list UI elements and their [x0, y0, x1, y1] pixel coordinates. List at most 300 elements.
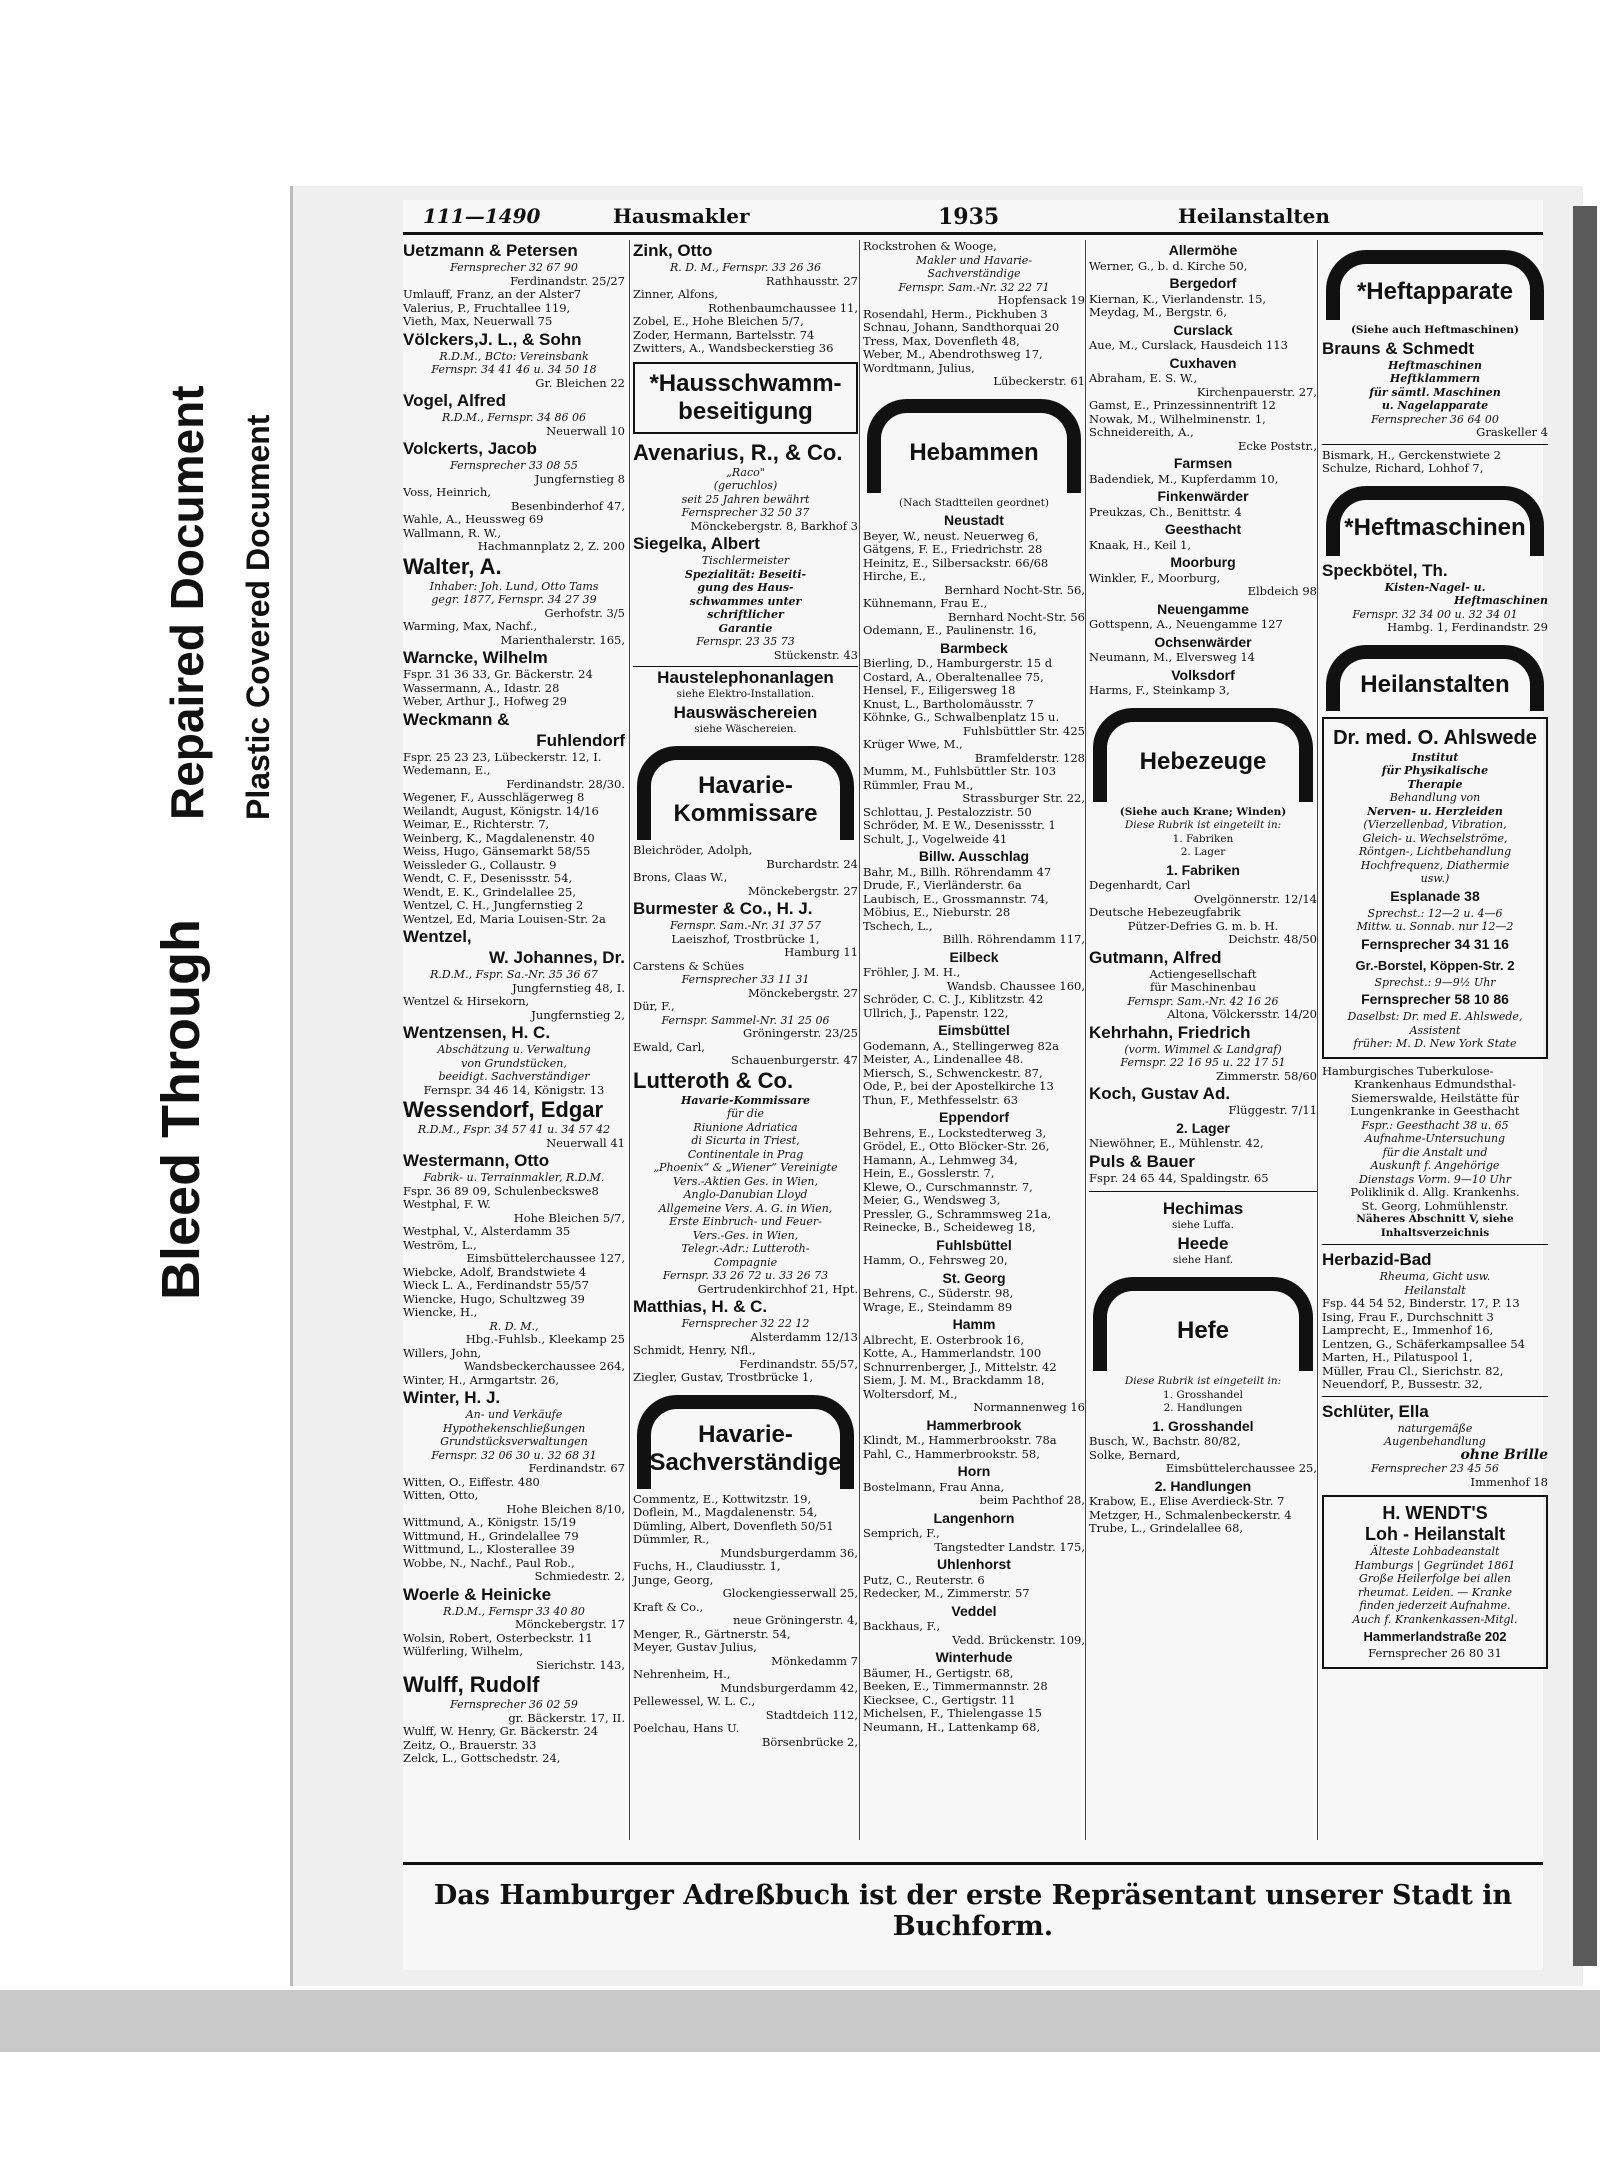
list-item: Vedd. Brückenstr. 109, — [952, 1632, 1085, 1647]
list-item: Stadtdeich 112, — [765, 1707, 858, 1722]
list-item: Winter, H., Armgartstr. 26, — [403, 1372, 560, 1387]
section-title: Hauswäschereien — [673, 702, 818, 722]
list-item: Mundsburgerdamm 36, — [720, 1545, 858, 1560]
list-item: Vieth, Max, Neuerwall 75 — [403, 314, 553, 328]
list-item: Miersch, S., Schwenckestr. 87, — [863, 1065, 1043, 1080]
entry-line: Hambg. 1, Ferdinandstr. 29 — [1387, 620, 1548, 634]
list-item: Gätgens, F. E., Friedrichstr. 28 — [863, 542, 1043, 556]
entry-line: Immenhof 18 — [1470, 1474, 1548, 1489]
district-heading: Hamm — [952, 1316, 996, 1332]
list-item: Winkler, F., Moorburg, — [1089, 570, 1221, 585]
category-title: Heilanstalten — [1360, 670, 1510, 698]
list-item: Elbdeich 98 — [1247, 584, 1317, 598]
entry-line: gr. Bäckerstr. 17, II. — [508, 1710, 625, 1725]
entry-name: Avenarius, R., & Co. — [633, 439, 843, 465]
list-item: Glockengiesserwall 25, — [722, 1586, 858, 1600]
entry-line: Mönckebergstr. 27 — [747, 985, 858, 1000]
category-title: Hebezeuge — [1139, 747, 1267, 775]
entry-line: Anglo-Danubian Lloyd — [683, 1188, 808, 1201]
entry-line: Fspr. 31 36 33, Gr. Bäckerstr. 24 — [403, 667, 593, 681]
header-right-title: Heilanstalten — [1178, 204, 1330, 228]
list-item: Badendiek, M., Kupferdamm 10, — [1089, 471, 1279, 486]
entry-line: R.D.M., Fspr. 34 57 41 u. 34 57 42 — [417, 1123, 611, 1136]
ad-title: Dr. med. O. Ahlswede — [1333, 726, 1537, 749]
entry-name: Schlüter, Ella — [1322, 1401, 1429, 1421]
list-item: Rümmler, Frau M., — [863, 777, 974, 792]
list-item: Kühnemann, Frau E., — [863, 596, 988, 610]
list-item: Marienthalerstr. 165, — [500, 632, 625, 647]
list-item: Knust, L., Bartholomäusstr. 7 — [863, 696, 1034, 711]
entry-line: An- und Verkäufe — [465, 1408, 563, 1421]
list-item: Billh. Röhrendamm 117, — [942, 932, 1085, 946]
list-item: Meyer, Gustav Julius, — [633, 1640, 757, 1654]
column-2 — [629, 240, 858, 1840]
subsection-heading: 1. Fabriken — [1166, 861, 1240, 878]
district-heading: Billw. Ausschlag — [918, 848, 1030, 864]
list-item: Weissleder G., Collaustr. 9 — [403, 857, 557, 872]
list-item: Schult, J., Vogelweide 41 — [863, 831, 1008, 846]
category-subsection: 2. Lager — [1180, 846, 1226, 858]
district-heading: Eppendorf — [939, 1109, 1009, 1125]
category-title: Havarie-Sachverständige — [649, 1420, 842, 1476]
entry-line: Augenbehandlung — [1384, 1435, 1486, 1448]
entry-line: für Maschinenbau — [1149, 980, 1257, 994]
list-item: Eimsbüttelerchaussee 25, — [1165, 1461, 1317, 1475]
column-4 — [1085, 240, 1317, 1840]
list-item: Aue, M., Curslack, Hausdeich 113 — [1089, 338, 1288, 352]
entry-line: beeidigt. Sachverständiger — [438, 1070, 590, 1083]
entry-line: seit 25 Jahren bewährt — [681, 492, 810, 506]
category-arch — [1326, 486, 1544, 556]
list-item: Brons, Claas W., — [633, 870, 728, 884]
advertisement-box — [1322, 1495, 1548, 1669]
entry-line: Makler und Havarie- — [916, 253, 1032, 267]
list-item: Hamm, O., Fehrsweg 20, — [863, 1253, 1008, 1267]
entry-line: Poliklinik d. Allg. Krankenhs. — [1350, 1185, 1520, 1199]
entry-name: W. Johannes, Dr. — [488, 948, 625, 967]
ad-title: Loh - Heilanstalt — [1364, 1524, 1505, 1544]
district-heading: Uhlenhorst — [937, 1556, 1011, 1572]
list-item: Ewald, Carl, — [633, 1039, 705, 1054]
column-1 — [403, 240, 625, 1840]
entry-line: Fernsprecher 23 45 56 — [1371, 1462, 1499, 1475]
entry-line: Fernsprecher 33 08 55 — [450, 459, 578, 472]
ad-line: Hochfrequenz, Diathermie — [1360, 858, 1510, 872]
section-ref: siehe Luffa. — [1171, 1219, 1235, 1231]
list-item: Bernhard Nocht-Str. 56 — [948, 609, 1085, 624]
list-item: Mundsburgerdamm 42, — [720, 1680, 858, 1695]
category-note: (Siehe auch Heftmaschinen) — [1350, 324, 1520, 336]
bleed-through-label: Bleed Through — [151, 919, 211, 1300]
list-item: Zeitz, O., Brauerstr. 33 — [403, 1737, 537, 1752]
category-note: Diese Rubrik ist eingeteilt in: — [1124, 819, 1282, 831]
entry-line: Heftmaschinen — [1387, 358, 1483, 372]
list-item: Gottspenn, A., Neuengamme 127 — [1089, 617, 1283, 631]
footer-rule — [403, 1862, 1543, 1865]
entry-name: Woerle & Heinicke — [403, 1584, 552, 1604]
entry-line: Fspr. 25 23 23, Lübeckerstr. 12, I. — [403, 749, 602, 764]
entry-name: Volckerts, Jacob — [403, 439, 537, 458]
entry-line: Aufnahme-Untersuchung — [1364, 1132, 1506, 1145]
list-item: beim Pachthof 28, — [979, 1493, 1085, 1507]
entry-name: Westermann, Otto — [403, 1151, 550, 1170]
section-title: Hechimas — [1162, 1199, 1244, 1218]
list-item: Bleichröder, Adolph, — [633, 843, 753, 857]
list-item: Fuhlsbüttler Str. 425 — [962, 723, 1085, 738]
entry-line: Zimmerstr. 58/60 — [1216, 1068, 1317, 1083]
page-number: 111—1490 — [423, 204, 541, 228]
district-heading: Bergedorf — [1169, 275, 1237, 291]
list-item: Doflein, M., Magdalenenstr. 54, — [633, 1505, 818, 1519]
entry-line: „Raco" — [726, 465, 765, 479]
list-item: Commentz, E., Kottwitzstr. 19, — [633, 1491, 812, 1506]
ad-line: früher: M. D. New York State — [1353, 1037, 1517, 1050]
entry-line: R. D. M., Fernspr. 33 26 36 — [669, 261, 822, 274]
entry-line: Ferdinandstr. 25/27 — [510, 273, 625, 288]
entry-line: Dienstags Vorm. 9—10 Uhr — [1358, 1172, 1512, 1186]
list-item: Redecker, M., Zimmerstr. 57 — [863, 1586, 1030, 1600]
ad-line: (Vierzellenbad, Vibration, — [1363, 818, 1507, 831]
list-item: Tress, Max, Dovenfleth 48, — [863, 333, 1020, 348]
list-item: Bahr, M., Billh. Röhrendamm 47 — [863, 864, 1052, 879]
section-ref: siehe Hanf. — [1172, 1253, 1234, 1266]
list-item: Pützer-Defries G. m. b. H. — [1127, 918, 1279, 933]
list-item: Wiencke, Hugo, Schultzweg 39 — [403, 1291, 585, 1306]
list-item: Degenhardt, Carl — [1089, 878, 1191, 892]
list-item: Kraft & Co., — [633, 1599, 704, 1614]
list-item: Wulff, W. Henry, Gr. Bäckerstr. 24 — [403, 1724, 599, 1738]
entry-name: Siegelka, Albert — [633, 534, 760, 553]
ad-line: Daselbst: Dr. med E. Ahlswede, — [1347, 1010, 1523, 1023]
entry-line: Fernspr. Sam.-Nr. 42 16 26 — [1127, 994, 1279, 1008]
ad-line: Sprechst.: 9—9½ Uhr — [1374, 975, 1496, 989]
ad-line: Hammerlandstraße 202 — [1363, 1629, 1507, 1644]
category-arch — [1326, 645, 1544, 711]
entry-line: von Grundstücken, — [461, 1056, 567, 1070]
entry-line: Fabrik- u. Terrainmakler, R.D.M. — [423, 1171, 605, 1184]
entry-line: Allgemeine Vers. A. G. in Wien, — [658, 1201, 833, 1215]
entry-line: Inhaltsverzeichnis — [1380, 1226, 1490, 1239]
entry-line: Vers.-Ges. in Wien, — [692, 1228, 799, 1242]
entry-line: Riunione Adriatica — [693, 1120, 798, 1134]
list-item: Voss, Heinrich, — [403, 485, 491, 499]
list-item: Gamst, E., Prinzessinnentrift 12 — [1089, 398, 1276, 412]
list-item: Schröder, C. C. J., Kiblitzstr. 42 — [863, 992, 1044, 1006]
list-item: Neumann, H., Lattenkamp 68, — [863, 1719, 1041, 1734]
ad-line: Sprechst.: 12—2 u. 4—6 — [1367, 906, 1503, 920]
entry-name: Lutteroth & Co. — [633, 1067, 794, 1093]
list-item: Behrens, E., Lockstedterweg 3, — [863, 1125, 1047, 1140]
entry-line: Actiengesellschaft — [1149, 966, 1257, 981]
list-item: neue Gröningerstr. 4, — [733, 1613, 858, 1627]
entry-line: schriftlicher — [707, 608, 784, 621]
subsection-heading: 2. Lager — [1176, 1119, 1230, 1136]
category-box — [633, 362, 858, 434]
list-item: Hbg.-Fuhlsb., Kleekamp 25 — [465, 1332, 625, 1346]
entry-line: Heftmaschinen — [1453, 594, 1548, 607]
side-labels — [0, 0, 290, 2177]
district-heading: St. Georg — [942, 1269, 1006, 1286]
list-item: Niewöhner, E., Mühlenstr. 42, — [1089, 1136, 1264, 1150]
entry-name: Zink, Otto — [633, 241, 713, 260]
ad-line: Mittw. u. Sonnab. nur 12—2 — [1356, 920, 1514, 933]
list-item: Thun, F., Methfesselstr. 63 — [863, 1092, 1019, 1107]
list-item: Bäumer, H., Gertigstr. 68, — [863, 1665, 1014, 1680]
list-item: Zinner, Alfons, — [633, 287, 718, 301]
list-item: Mönckebergstr. 27 — [747, 883, 858, 898]
list-item: Wendt, E. K., Grindelallee 25, — [403, 884, 577, 899]
entry-line: Fernspr. 22 16 95 u. 22 17 51 — [1120, 1056, 1286, 1069]
list-item: Abraham, E. S. W., — [1089, 371, 1198, 385]
list-item: Drude, F., Vierländerstr. 6a — [863, 878, 1022, 892]
list-item: Hein, E., Gosslerstr. 7, — [863, 1166, 995, 1180]
list-item: Dür, F., — [633, 999, 675, 1013]
district-heading: Neuengamme — [1157, 600, 1249, 617]
advertisement-box — [1322, 717, 1548, 1059]
ad-line: Gleich- u. Wechselströme, — [1362, 831, 1508, 845]
entry-line: Fernspr. Sammel-Nr. 31 25 06 — [661, 1013, 830, 1027]
entry-line: Garantie — [718, 621, 773, 635]
list-item: Wrage, E., Steindamm 89 — [863, 1299, 1013, 1314]
list-item: Köhnke, G., Schwalbenplatz 15 u. — [863, 710, 1060, 724]
list-item: Hensel, F., Eiligersweg 18 — [863, 683, 1016, 697]
entry-line: Hamburg 11 — [784, 945, 858, 959]
district-heading: Ochsenwärder — [1154, 633, 1252, 650]
category-title: Hebammen — [909, 438, 1039, 466]
list-item: Krabow, E., Elise Averdieck-Str. 7 — [1089, 1494, 1285, 1508]
list-item: Putz, C., Reuterstr. 6 — [863, 1572, 985, 1587]
repaired-document-label: Repaired Document — [161, 385, 213, 820]
list-item: Wandsb. Chaussee 160, — [946, 978, 1085, 993]
district-heading: Volksdorf — [1171, 666, 1235, 683]
list-item: Reinecke, B., Scheideweg 18, — [863, 1220, 1036, 1234]
category-note: Diese Rubrik ist eingeteilt in: — [1124, 1375, 1282, 1387]
entry-line: Hypothekenschließungen — [442, 1421, 586, 1435]
list-item: Wendt, C. F., Desenissstr. 54, — [403, 871, 573, 885]
list-item: Meydag, M., Bergstr. 6, — [1089, 305, 1227, 319]
list-item: Solke, Bernard, — [1089, 1447, 1181, 1462]
district-heading: Veddel — [951, 1602, 997, 1619]
entry-line: für die — [727, 1107, 764, 1120]
list-item: Laubisch, E., Grossmannstr. 74, — [863, 891, 1049, 906]
header-left-title: Hausmakler — [613, 204, 750, 228]
category-arch — [1093, 1277, 1313, 1371]
category-arch — [637, 746, 854, 840]
list-item: Harms, F., Steinkamp 3, — [1089, 683, 1230, 697]
entry-name: Koch, Gustav Ad. — [1089, 1084, 1231, 1103]
entry-line: gegr. 1877, Fernspr. 34 27 39 — [431, 593, 597, 606]
list-item: Behrens, C., Süderstr. 98, — [863, 1286, 1014, 1300]
entry-line: Fernspr. 32 06 30 u. 32 68 31 — [431, 1448, 597, 1462]
ad-line: für Physikalische — [1381, 764, 1489, 777]
ad-line: usw.) — [1420, 872, 1450, 885]
list-item: Wentzel, C. H., Jungfernstieg 2 — [403, 898, 584, 912]
entry-line: Auskunft f. Angehörige — [1370, 1159, 1500, 1172]
entry-line: naturgemäße — [1397, 1421, 1473, 1435]
directory-page — [290, 186, 1583, 1986]
list-item: Werner, G., b. d. Kirche 50, — [1089, 258, 1248, 273]
district-heading: Winterhude — [935, 1649, 1013, 1665]
list-item: Besenbinderhof 47, — [510, 498, 625, 513]
entry-name: Wulff, Rudolf — [403, 1672, 540, 1697]
district-heading: Geesthacht — [1164, 521, 1242, 537]
district-heading: Barmbeck — [940, 639, 1008, 656]
list-item: Lentzen, G., Schäferkampsallee 54 — [1322, 1336, 1526, 1351]
entry-line: Heftklammern — [1389, 372, 1481, 385]
list-item: Kirchenpauerstr. 27, — [1196, 384, 1317, 399]
list-item: Pressler, G., Schrammsweg 21a, — [863, 1206, 1052, 1221]
entry-line: Fernspr. Sam.-Nr. 31 37 57 — [669, 919, 821, 932]
list-item: Rothenbaumchaussee 11, — [708, 300, 858, 315]
entry-line: Siemerswalde, Heilstätte für — [1351, 1090, 1519, 1105]
list-item: Poelchau, Hans U. — [633, 1721, 740, 1735]
plastic-covered-label: Plastic Covered Document — [240, 414, 276, 820]
entry-name: Herbazid-Bad — [1322, 1250, 1432, 1269]
district-heading: Langenhorn — [933, 1509, 1015, 1526]
list-item: Schneidereith, A., — [1089, 425, 1194, 439]
entry-line: Fernsprecher 32 50 37 — [681, 506, 810, 519]
list-item: Neumann, M., Elversweg 14 — [1089, 650, 1255, 664]
category-title: *Heftapparate — [1356, 278, 1514, 305]
list-item: Nowak, M., Wilhelminenstr. 1, — [1089, 411, 1266, 426]
list-item: Mönkedamm 7 — [771, 1653, 858, 1668]
header-year: 1935 — [938, 204, 1000, 230]
entry-line: Telegr.-Adr.: Lutteroth- — [681, 1242, 810, 1255]
list-item: Lübeckerstr. 61 — [993, 374, 1085, 388]
list-item: Costard, A., Oberaltenallee 75, — [863, 669, 1044, 684]
list-item: Strassburger Str. 22, — [962, 791, 1085, 805]
entry-line: R.D.M., BCto: Vereinsbank — [439, 349, 589, 363]
list-item: Wiencke, H., — [403, 1305, 478, 1319]
entry-line: Gertrudenkirchhof 21, Hpt. — [697, 1281, 858, 1296]
list-item: Müller, Frau Cl., Sierichstr. 82, — [1322, 1363, 1504, 1378]
category-title: *Hausschwamm-beseitigung — [649, 369, 842, 425]
list-item: Wittmund, L., Klosterallee 39 — [403, 1542, 575, 1556]
list-item: Schröder, M. E W., Desenissstr. 1 — [863, 818, 1056, 832]
entry-line: Fernspr. 33 26 72 u. 33 26 73 — [662, 1269, 829, 1282]
list-item: Wahle, A., Heussweg 69 — [403, 512, 544, 526]
entry-line: Hopfensack 19 — [997, 293, 1085, 307]
column-3 — [859, 240, 1085, 1840]
entry-line: Gerhofstr. 3/5 — [544, 605, 625, 620]
entry-line: Mönckebergstr. 17 — [514, 1617, 625, 1631]
entry-line: Spezialität: Beseiti- — [684, 567, 807, 581]
list-item: Ode, P., bei der Apostelkirche 13 — [863, 1079, 1054, 1093]
entry-line: Fspr. 36 89 09, Schulenbeckswe8 — [403, 1183, 599, 1198]
list-item: Woltersdorf, M., — [863, 1386, 958, 1401]
entry-name: Matthias, H. & C. — [633, 1297, 768, 1316]
entry-line: ohne Brille — [1460, 1446, 1548, 1463]
list-item: Bostelmann, Frau Anna, — [863, 1479, 1005, 1494]
district-heading: Eilbeck — [949, 948, 999, 965]
entry-line: Gröningerstr. 23/25 — [743, 1026, 858, 1040]
list-item: Pahl, C., Hammerbrookstr. 58, — [863, 1446, 1040, 1461]
ad-line: finden jederzeit Aufnahme. — [1359, 1599, 1511, 1612]
list-item: Klindt, M., Hammerbrookstr. 78a — [863, 1433, 1057, 1447]
entry-line: für die Anstalt und — [1382, 1145, 1488, 1159]
district-heading: Allermöhe — [1168, 242, 1238, 258]
list-item: Busch, W., Bachstr. 80/82, — [1089, 1434, 1241, 1448]
list-item: Schmidt, Henry, Nfl., — [633, 1343, 756, 1357]
list-item: Weilandt, August, Königstr. 14/16 — [403, 803, 599, 818]
list-item: Neuendorf, P., Bussestr. 32, — [1322, 1377, 1483, 1391]
list-item: Backhaus, F., — [863, 1619, 941, 1633]
entry-name: Wessendorf, Edgar — [403, 1097, 604, 1122]
entry-line: Fernspr. Sam.-Nr. 32 22 71 — [898, 280, 1050, 294]
entry-line: Näheres Abschnitt V, siehe — [1356, 1213, 1514, 1225]
list-item: Junge, Georg, — [633, 1572, 714, 1587]
ad-title: H. WENDT'S — [1382, 1503, 1488, 1523]
list-item: Preukzas, Ch., Benittstr. 4 — [1089, 504, 1242, 519]
list-item: Burchardstr. 24 — [766, 856, 858, 871]
column-5 — [1317, 240, 1548, 1840]
ad-line: Fernsprecher 34 31 16 — [1361, 935, 1509, 952]
list-item: Schulze, Richard, Lohhof 7, — [1322, 461, 1484, 475]
list-item: Schnurrenberger, J., Mittelstr. 42 — [863, 1359, 1057, 1374]
category-subsection: 1. Fabriken — [1172, 832, 1234, 845]
list-item: Zwitters, A., Wandsbeckerstieg 36 — [633, 341, 834, 355]
list-item: Weiss, Hugo, Gänsemarkt 58/55 — [403, 844, 591, 858]
list-item: Bernhard Nocht-Str. 56, — [944, 582, 1085, 597]
entry-line: R.D.M., Fspr. Sa.-Nr. 35 36 67 — [430, 968, 598, 981]
section-ref: siehe Wäschereien. — [694, 722, 797, 735]
list-item: Hamburgisches Tuberkulose- — [1322, 1063, 1494, 1078]
list-item: Zobel, E., Hohe Bleichen 5/7, — [633, 314, 804, 328]
ad-line: Hamburgs | Gegründet 1861 — [1354, 1558, 1516, 1572]
entry-name: Gutmann, Alfred — [1089, 947, 1222, 967]
list-item: Witten, O., Eiffestr. 480 — [403, 1474, 540, 1489]
entry-line: Fernspr. 34 41 46 u. 34 50 18 — [431, 363, 597, 376]
entry-line: Flüggestr. 7/11 — [1228, 1103, 1317, 1117]
entry-line: Alsterdamm 12/13 — [750, 1329, 858, 1344]
entry-line: Graskeller 4 — [1476, 425, 1548, 439]
entry-line: Fernspr. 23 35 73 — [696, 635, 795, 648]
district-heading: Eimsbüttel — [938, 1022, 1010, 1038]
list-item: R. D. M., — [489, 1319, 539, 1333]
list-item: Kiecksee, C., Gertigstr. 11 — [863, 1692, 1016, 1707]
entry-line: Laeiszhof, Trostbrücke 1, — [671, 931, 820, 946]
list-item: Fröhler, J. M. H., — [863, 965, 961, 979]
list-item: Semprich, F., — [863, 1526, 940, 1540]
page-content — [403, 200, 1548, 1970]
list-item: Wittmund, H., Grindelallee 79 — [403, 1528, 579, 1543]
page-edge — [1573, 206, 1597, 1966]
list-item: Siem, J. M. M., Brackdamm 18, — [863, 1373, 1045, 1387]
scan-bottom-strip — [0, 1990, 1600, 2052]
page-header — [403, 200, 1543, 235]
ad-line: Esplanade 38 — [1390, 887, 1480, 904]
category-subsection: 2. Handlungen — [1163, 1402, 1243, 1414]
entry-line: Fernsprecher 36 02 59 — [450, 1698, 578, 1711]
section-title: Heede — [1177, 1233, 1229, 1253]
entry-line: St. Georg, Lohmühlenstr. — [1361, 1198, 1509, 1213]
category-title: Havarie-Kommissare — [673, 772, 818, 827]
list-item: Wentzel, Ed, Maria Louisen-Str. 2a — [403, 911, 606, 926]
list-item: Weimar, E., Richterstr. 7, — [403, 817, 550, 831]
entry-line: Gr. Bleichen 22 — [535, 375, 625, 390]
list-item: Bismark, H., Gerckenstwiete 2 — [1322, 447, 1501, 462]
category-arch — [1326, 250, 1544, 320]
entry-line: Rathhausstr. 27 — [765, 273, 858, 288]
entry-line: R.D.M., Fernspr. 34 86 06 — [441, 411, 587, 424]
district-heading: Curslack — [1173, 321, 1233, 338]
list-item: Wegener, F., Ausschlägerweg 8 — [403, 790, 585, 804]
list-item: Eimsbüttelerchaussee 127, — [466, 1251, 625, 1265]
list-item: Trube, L., Grindelallee 68, — [1089, 1521, 1244, 1535]
ad-line: Fernsprecher 58 10 86 — [1361, 991, 1509, 1007]
entry-line: „Phoenix“ & „Wiener“ Vereinigte — [653, 1161, 838, 1174]
list-item: Rockstrohen & Wooge, — [863, 240, 997, 253]
